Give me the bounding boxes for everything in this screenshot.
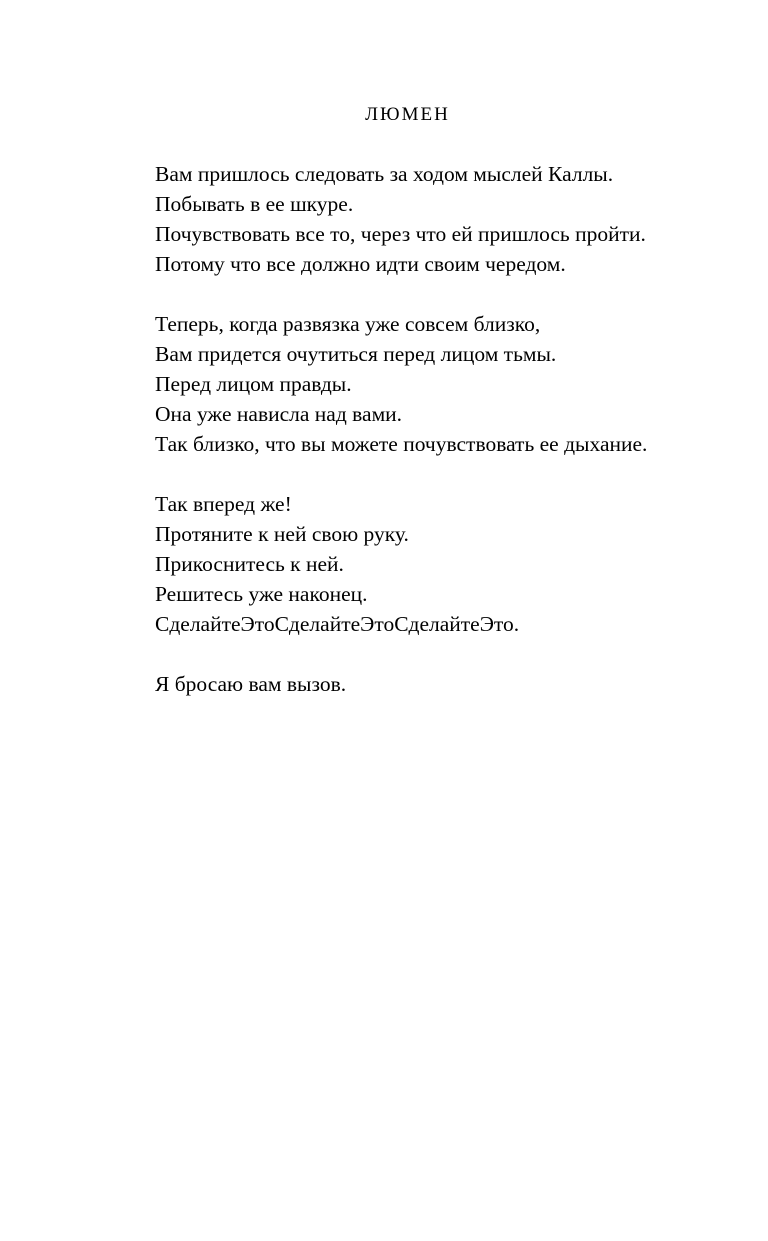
paragraph: Потому что все должно идти своим чередом. — [155, 252, 566, 276]
paragraph: Протяните к ней свою руку. — [155, 522, 409, 546]
paragraph: Почувствовать все то, через что ей пришлось пройти. — [155, 222, 646, 246]
stanza-break — [123, 279, 686, 309]
paragraph: Побывать в ее шкуре. — [155, 192, 354, 216]
stanza-break — [123, 639, 686, 669]
paragraph: Так вперед же! — [155, 492, 292, 516]
paragraph: Она уже нависла над вами. — [155, 402, 403, 426]
paragraph: Решитесь уже наконец. — [155, 582, 368, 606]
paragraph: Теперь, когда развязка уже совсем близко, — [155, 312, 541, 336]
paragraph: Вам пришлось следовать за ходом мыслей Каллы. — [155, 162, 614, 186]
paragraph: Прикоснитесь к ней. — [155, 552, 344, 576]
paragraph: СделайтеЭтоСделайтеЭтоСделайтеЭто. — [155, 612, 520, 636]
stanza-break — [123, 459, 686, 489]
paragraph: Перед лицом правды. — [155, 372, 352, 396]
chapter-title: ЛЮМЕН — [365, 104, 450, 125]
paragraph: Вам придется очутиться перед лицом тьмы. — [155, 342, 557, 366]
chapter-body — [123, 159, 686, 699]
paragraph: Так близко, что вы можете почувствовать ее дыхание. — [155, 432, 648, 456]
paragraph: Я бросаю вам вызов. — [155, 672, 347, 696]
